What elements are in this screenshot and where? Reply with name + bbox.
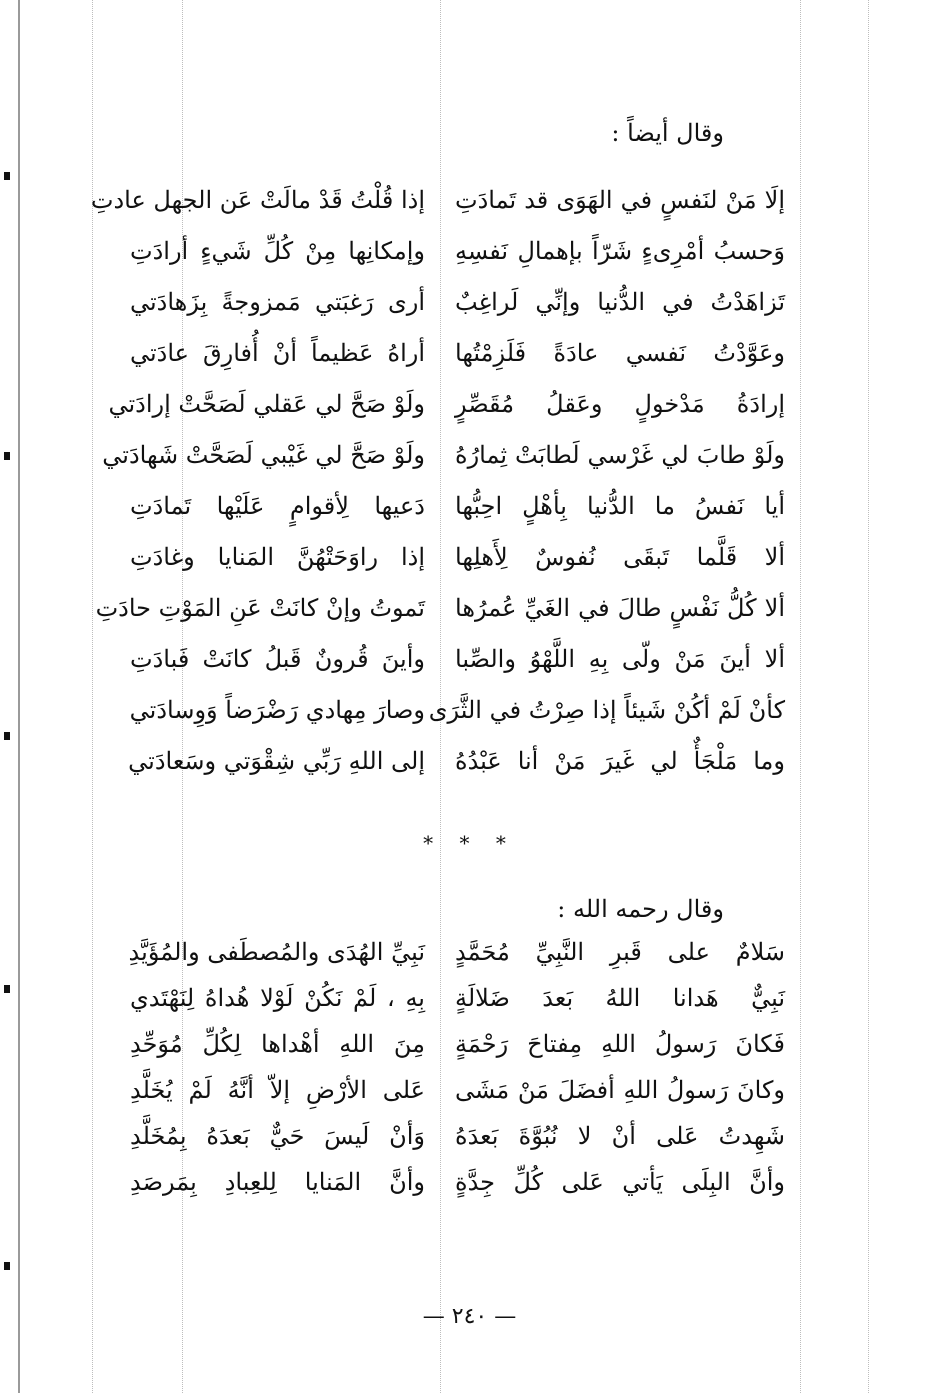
verse-row xyxy=(0,1116,939,1166)
verse-row xyxy=(0,231,939,281)
verse-second-hemistich: عَلى الأرْضِ إلاّ أنَّهُ لَمْ يُخَلَّدِ xyxy=(130,1076,425,1104)
verse-first-hemistich: وَحسبُ أمْرِىءٍ شَرّاً بإهمالِ نَفسِهِ xyxy=(455,237,785,265)
verse-first-hemistich: شَهِدتُ عَلى أنْ لا نُبُوَّةَ بَعدَهُ xyxy=(455,1122,785,1150)
verse-first-hemistich: وأنَّ البِلَى يَأتي عَلى كُلِّ جِدَّةٍ xyxy=(455,1168,785,1196)
verse-second-hemistich: ولَوْ صَحَّ لي غَيْبي لَصَحَّتْ شَهادَتي xyxy=(102,441,425,469)
verse-second-hemistich: نَبِيِّ الهُدَى والمُصطَفى والمُؤَيَّدِ xyxy=(128,938,425,966)
margin-mark xyxy=(4,1262,10,1270)
verse-row xyxy=(0,588,939,638)
verse-first-hemistich: وعَوَّدْتُ نَفسي عادَةً فَلَزِمْتُها xyxy=(455,339,785,367)
verse-second-hemistich: دَعيها لِأقوامٍ عَلَيْها تَمادَتِ xyxy=(130,492,425,520)
verse-second-hemistich: إلى اللهِ رَبِّي شِقْوَتي وسَعادَتي xyxy=(128,747,425,775)
verse-second-hemistich: وصارَ مِهادي رَضْرَضاً وَوِسادَتي xyxy=(129,696,425,724)
verse-row xyxy=(0,180,939,230)
verse-second-hemistich: تَموتُ وإنْ كانَتْ عَنِ المَوْتِ حادَتِ xyxy=(95,594,425,622)
verse-first-hemistich: أيا نَفسُ ما الدُّنيا بِأهْلٍ احِبُّها xyxy=(455,492,785,520)
verse-row xyxy=(0,486,939,536)
verse-first-hemistich: نَبِيٌّ هَدانا اللهُ بَعدَ ضَلالَةٍ xyxy=(455,984,785,1012)
verse-first-hemistich: ألا أينَ مَنْ ولّى بِهِ اللَّهْوُ والصِّبا xyxy=(455,645,785,673)
verse-second-hemistich: وَأنْ لَيسَ حَيٌّ بَعدَهُ بِمُخَلَّدِ xyxy=(130,1122,425,1150)
verse-first-hemistich: إرادَةُ مَدْخولٍ وعَقلُ مُقَصِّرٍ xyxy=(455,390,785,418)
verse-second-hemistich: وأينَ قُرونٌ قَبلُ كانَتْ فَبادَتِ xyxy=(130,645,425,673)
verse-first-hemistich: وكانَ رَسولُ اللهِ أفضَلَ مَنْ مَشَى xyxy=(455,1076,785,1104)
section1-heading: وقال أيضاً : xyxy=(611,119,724,147)
verse-first-hemistich: ألا كُلُّ نَفْسٍ طالَ في الغَيِّ عُمرُها xyxy=(455,594,785,622)
verse-row xyxy=(0,384,939,434)
section2-heading: وقال رحمه الله : xyxy=(557,895,724,923)
verse-row xyxy=(0,741,939,791)
verse-second-hemistich: بِهِ ، لَمْ نَكُنْ لَوْلا هُداهُ لِنَهْتَدي xyxy=(130,984,425,1012)
verse-second-hemistich: وإمكانِها مِنْ كُلِّ شَيءٍ أرادَتِ xyxy=(130,237,425,265)
verse-first-hemistich: كأنْ لَمْ أكُنْ شَيئاً إذا صِرْتُ في الثَّرَى xyxy=(428,696,785,724)
margin-mark xyxy=(4,172,10,180)
verse-row xyxy=(0,1070,939,1120)
verse-row xyxy=(0,932,939,982)
verse-second-hemistich: إذا راوَحَتْهُنَّ المَنايا وغادَتِ xyxy=(130,543,425,571)
verse-first-hemistich: إلَا مَنْ لنَفسٍ في الهَوَى قد تَمادَتِ xyxy=(455,186,785,214)
verse-second-hemistich: ولَوْ صَحَّ لي عَقلي لَصَحَّتْ إرادَتي xyxy=(108,390,425,418)
verse-first-hemistich: ولَوْ طابَ لي غَرْسي لَطابَتْ ثِمارُهُ xyxy=(455,441,785,469)
verse-row xyxy=(0,435,939,485)
verse-row xyxy=(0,333,939,383)
verse-second-hemistich: وأنَّ المَنايا لِلعِبادِ بِمَرصَدِ xyxy=(130,1168,425,1196)
verse-row xyxy=(0,639,939,689)
verse-row xyxy=(0,537,939,587)
verse-second-hemistich: مِنَ اللهِ أهْداها لِكُلِّ مُوَحِّدِ xyxy=(130,1030,425,1058)
verse-first-hemistich: وما مَلْجَأٌ لي غَيرَ مَنْ أنا عَبْدُهُ xyxy=(455,747,785,775)
verse-second-hemistich: إذا قُلْتُ قَدْ مالَتْ عَن الجهل عادتِ xyxy=(90,186,425,214)
verse-first-hemistich: سَلامٌ على قَبرِ النَّبِيِّ مُحَمَّدٍ xyxy=(455,938,785,966)
page-number: — ٢٤٠ — xyxy=(422,1304,517,1329)
verse-row xyxy=(0,1162,939,1212)
section-divider: * * * xyxy=(423,831,516,855)
verse-first-hemistich: تَزاهَدْتُ في الدُّنيا وإنِّي لَراغِبٌ xyxy=(455,288,785,316)
verse-second-hemistich: أراهُ عَظيماً أنْ أُفارِقَ عادَتي xyxy=(130,339,425,367)
verse-first-hemistich: فَكانَ رَسولُ اللهِ مِفتاحَ رَحْمَةٍ xyxy=(455,1030,785,1058)
verse-row xyxy=(0,690,939,740)
verse-second-hemistich: أرى رَغبَتي مَمزوجةً بِزَهادَتي xyxy=(130,288,425,316)
verse-row xyxy=(0,1024,939,1074)
verse-row xyxy=(0,978,939,1028)
verse-row xyxy=(0,282,939,332)
verse-first-hemistich: ألا قَلَّما تَبقَى نُفوسٌ لِأَهلِها xyxy=(455,543,785,571)
